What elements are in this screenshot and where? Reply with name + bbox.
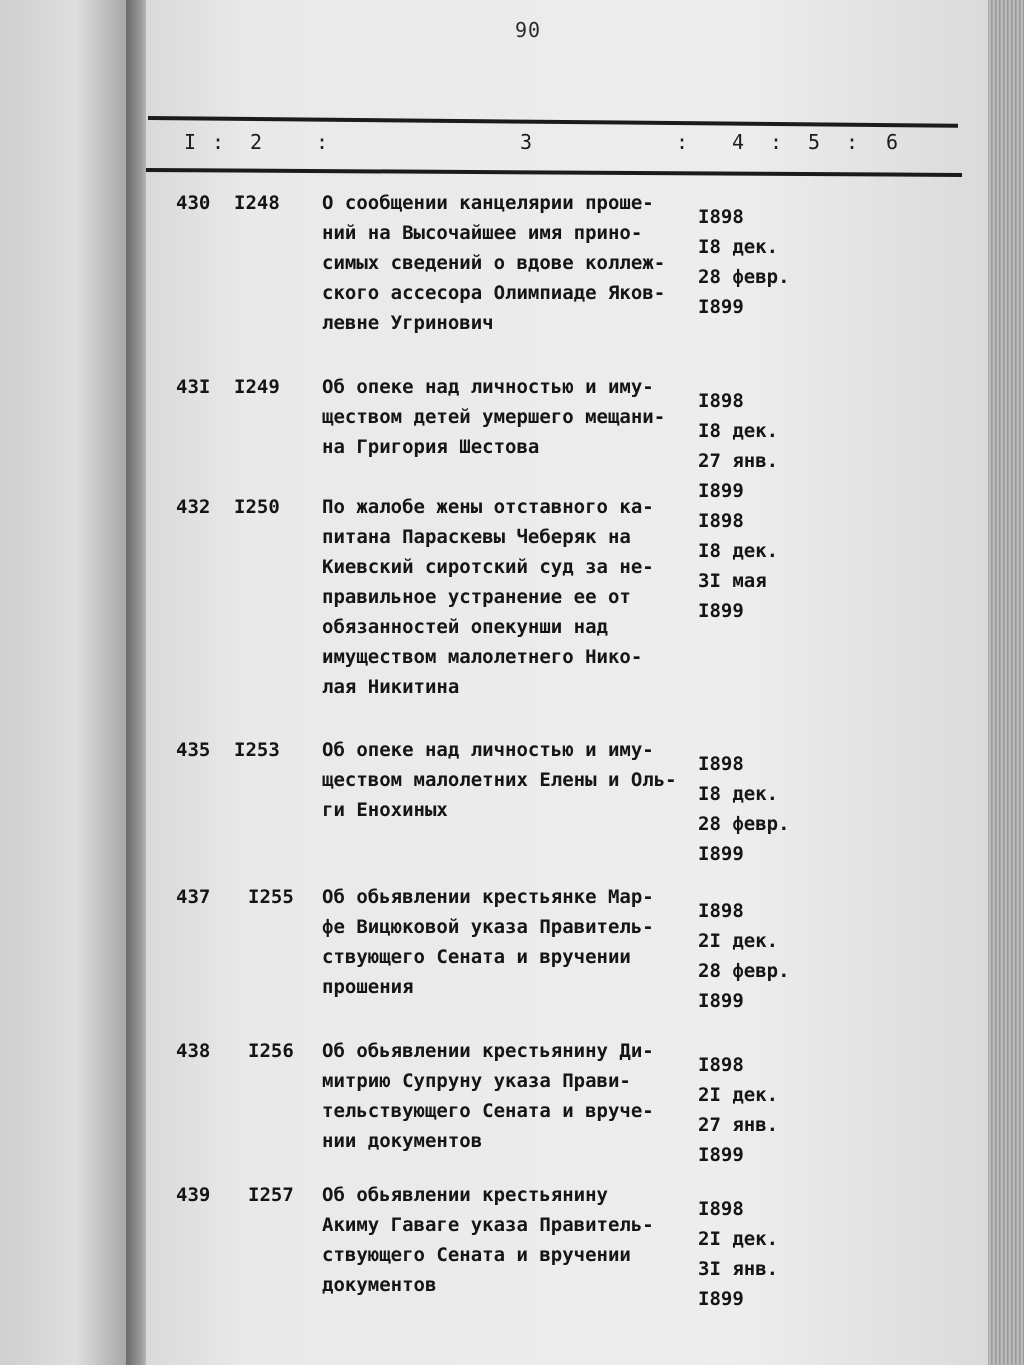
record-title-line: ществом детей умершего мещани- (322, 406, 666, 428)
record-number: 432 (176, 496, 211, 518)
record-title (322, 188, 702, 338)
page-stack-edge (988, 0, 1024, 1365)
record-date-line: 2I дек. (698, 1084, 779, 1106)
record-date-line: I899 (698, 1288, 744, 1310)
record-code: I255 (248, 886, 294, 908)
record-date-line: 3I янв. (698, 1258, 779, 1280)
record-date-line: 2I дек. (698, 1228, 779, 1250)
column-header-3: 3 (520, 130, 533, 154)
record-date-line: 27 янв. (698, 450, 779, 472)
record-code: I248 (234, 192, 280, 214)
column-separator: : (212, 130, 225, 154)
column-separator: : (676, 130, 689, 154)
column-separator: : (316, 130, 329, 154)
record-date-line: 27 янв. (698, 1114, 779, 1136)
record-date-line: I898 (698, 206, 744, 228)
record-code: I256 (248, 1040, 294, 1062)
record-code: I257 (248, 1184, 294, 1206)
record-title-line: Об обьявлении крестьянину Ди- (322, 1040, 654, 1062)
record-dates (698, 386, 778, 506)
record-title-line: ского ассесора Олимпиаде Яков- (322, 282, 666, 304)
record-date-line: I899 (698, 480, 744, 502)
record-title-line: симых сведений о вдове коллеж- (322, 252, 666, 274)
record-title-line: левне Угринович (322, 312, 494, 334)
record-date-line: I899 (698, 843, 744, 865)
record-title-line: митрию Супруну указа Прави- (322, 1070, 631, 1092)
record-title-line: По жалобе жены отставного ка- (322, 496, 654, 518)
record-dates (698, 896, 790, 1016)
record-title-line: питана Параскевы Чеберяк на (322, 526, 631, 548)
record-title-line: тельствующего Сената и вруче- (322, 1100, 654, 1122)
record-title (322, 735, 702, 825)
record-title (322, 372, 702, 462)
column-separator: : (770, 130, 783, 154)
column-header-2: 2 (250, 130, 263, 154)
record-title-line: фе Вицюковой указа Правитель- (322, 916, 654, 938)
record-title-line: прошения (322, 976, 414, 998)
record-number: 438 (176, 1040, 211, 1062)
record-title-line: О сообщении канцелярии проше- (322, 192, 654, 214)
record-title (322, 1180, 702, 1300)
column-header-5: 5 (808, 130, 821, 154)
record-title-line: Об опеке над личностью и иму- (322, 739, 654, 761)
record-date-line: I899 (698, 296, 744, 318)
record-date-line: I898 (698, 510, 744, 532)
record-dates (698, 506, 778, 626)
record-dates (698, 202, 790, 322)
record-title-line: на Григория Шестова (322, 436, 540, 458)
record-title (322, 1036, 702, 1156)
record-title-line: ствующего Сената и вручении (322, 1244, 631, 1266)
left-page-edge (0, 0, 138, 1365)
record-title-line: нии документов (322, 1130, 483, 1152)
record-code: I250 (234, 496, 280, 518)
record-title-line: Об опеке над личностью и иму- (322, 376, 654, 398)
record-title-line: правильное устранение ее от (322, 586, 631, 608)
record-title-line: ги Енохиных (322, 799, 448, 821)
record-date-line: I898 (698, 753, 744, 775)
record-number: 439 (176, 1184, 211, 1206)
record-date-line: 28 февр. (698, 813, 790, 835)
record-title-line: Акиму Гаваге указа Правитель- (322, 1214, 654, 1236)
record-date-line: I8 дек. (698, 236, 779, 258)
record-title-line: Об обьявлении крестьянке Мар- (322, 886, 654, 908)
record-date-line: 28 февр. (698, 266, 790, 288)
record-title (322, 882, 702, 1002)
record-title-line: ний на Высочайшее имя прино- (322, 222, 643, 244)
record-date-line: 2I дек. (698, 930, 779, 952)
record-date-line: I899 (698, 600, 744, 622)
record-title-line: лая Никитина (322, 676, 460, 698)
record-date-line: I898 (698, 1198, 744, 1220)
column-header-4: 4 (732, 130, 745, 154)
column-header-1: I (184, 130, 197, 154)
record-code: I253 (234, 739, 280, 761)
page-number: 90 (515, 18, 542, 42)
record-title-line: Киевский сиротский суд за не- (322, 556, 654, 578)
record-number: 437 (176, 886, 211, 908)
record-title-line: ществом малолетних Елены и Оль- (322, 769, 677, 791)
column-header-6: 6 (886, 130, 899, 154)
record-title-line: ствующего Сената и вручении (322, 946, 631, 968)
record-number: 43I (176, 376, 211, 398)
column-separator: : (846, 130, 859, 154)
record-date-line: I8 дек. (698, 540, 779, 562)
record-date-line: 3I мая (698, 570, 767, 592)
record-dates (698, 749, 790, 869)
record-date-line: I899 (698, 990, 744, 1012)
record-number: 430 (176, 192, 211, 214)
record-dates (698, 1050, 778, 1170)
record-date-line: I8 дек. (698, 420, 779, 442)
record-date-line: I898 (698, 390, 744, 412)
record-date-line: I898 (698, 1054, 744, 1076)
record-date-line: I898 (698, 900, 744, 922)
record-number: 435 (176, 739, 211, 761)
record-code: I249 (234, 376, 280, 398)
record-dates (698, 1194, 778, 1314)
record-date-line: 28 февр. (698, 960, 790, 982)
record-title-line: обязанностей опекунши над (322, 616, 608, 638)
record-title (322, 492, 702, 702)
record-date-line: I899 (698, 1144, 744, 1166)
record-date-line: I8 дек. (698, 783, 779, 805)
record-title-line: Об обьявлении крестьянину (322, 1184, 608, 1206)
record-title-line: документов (322, 1274, 437, 1296)
record-title-line: имуществом малолетнего Нико- (322, 646, 643, 668)
